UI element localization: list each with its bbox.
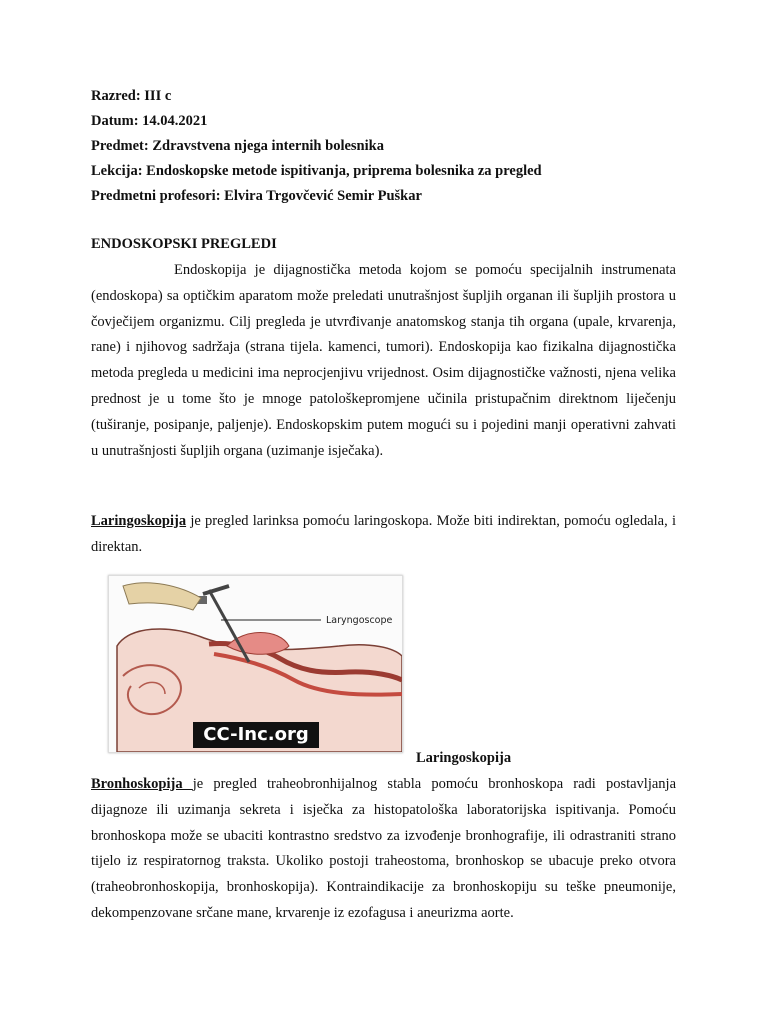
laryngoscopy-illustration: [108, 575, 403, 753]
bronhoskopija-paragraph: [91, 772, 676, 927]
laringoskopija-term: Laringoskopija: [91, 513, 187, 529]
intro-paragraph: Endoskopija je dijagnostička metoda kojom se pomoću specijalnih instrumenata (endoskopa) sa optičkim aparatom može preledati unutrašnjost šupljih organan ili šupljih prostora u čovječijem organizmu. Cilj pregleda je utvrđivanje anatomskog stanja tih organa (upale, krvarenja, rane) i njihovog sadržaja (strana tijela. kamenci, tumori). Endoskopija kao fizikalna dijagnostička metoda pregleda u medicini ima neprocjenjivu vrijednost. Osim dijagnostičke važnosti, njena velika prednost je u tome što je mnoge patološkepromjene učinila pristupačnim direktnom liječenju (tuširanje, posipanje, paljenje). Endoskopskim putem mogući su i pojedini manji operativni zahvati u unutrašnjosti šupljih organa (uzimanje isječaka).: [91, 262, 676, 459]
figure-caption: Laringoskopija: [416, 750, 512, 766]
laryngoscope-callout: Laryngoscope: [326, 615, 393, 626]
watermark-logo: CC-Inc.org: [193, 722, 319, 748]
laringoskopija-text: je pregled larinksa pomoću laringoskopa. Može biti indirektan, pomoću ogledala, i direktan.: [91, 513, 676, 555]
bronhoskopija-term: Bronhoskopija: [91, 776, 193, 792]
header-lekcija: Lekcija: Endoskopske metode ispitivanja, priprema bolesnika za pregled: [91, 163, 542, 179]
header-datum: Datum: 14.04.2021: [91, 113, 208, 129]
header-razred: Razred: III c: [91, 88, 172, 104]
bronhoskopija-text: je pregled traheobronhijalnog stabla pomoću bronhoskopa radi postavljanja dijagnoze ili uzimanja sekreta i isječka za histopatološka laboratorijska ispitivanja. Pomoću bronhoskopa može se ubaciti kontrastno sredstvo za izvođenje bronhografije, ili odrastraniti strano tijelo iz respiratornog traksta. Ukoliko postoji traheostoma, bronhoskop se ubacuje preko otvora (traheobronhoskopija, bronhoskopija). Kontraindikacije za bronhoskopiju su teške pneumonije, dekompenzovane srčane mane, krvarenje iz ezofagusa i aneurizma aorte.: [91, 776, 677, 921]
header-profesori: Predmetni profesori: Elvira Trgovčević Semir Puškar: [91, 188, 422, 204]
header-predmet: Predmet: Zdravstvena njega internih bolesnika: [91, 138, 384, 154]
section-title: ENDOSKOPSKI PREGLEDI: [91, 236, 277, 252]
laringoskopija-paragraph: [91, 509, 676, 561]
